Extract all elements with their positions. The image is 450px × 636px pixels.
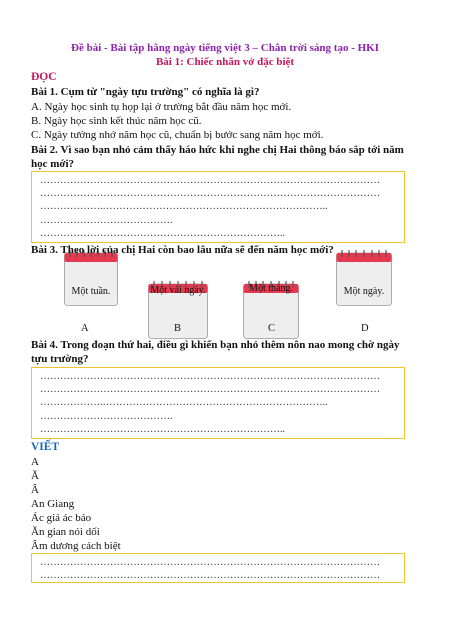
- viet-answer-box[interactable]: [31, 553, 405, 583]
- calendar-text: Một tháng.: [249, 283, 293, 294]
- viet-item: Ăn gian nói dối: [31, 526, 100, 538]
- calendar-icon: [336, 250, 392, 306]
- q3-question: Bài 3. Theo lời của chị Hai còn bao lâu nữa sẽ đến năm học mới?: [31, 244, 334, 256]
- q2-answer-line: …………………………………………………………………………………………: [40, 188, 380, 200]
- q4-answer-line: ……………….…………………………………………………………..: [40, 397, 328, 409]
- calendar-text: Một vài ngày.: [150, 285, 206, 296]
- choice-letter-c: C: [268, 323, 276, 334]
- q1-option-a: A. Ngày học sinh tụ họp lại ở trường bắt đầu năm học mới.: [31, 101, 292, 113]
- calendar-text: Một tuần.: [71, 286, 111, 297]
- q2-answer-line: …………………………………………………………………………………………: [40, 175, 380, 186]
- q2-answer-box[interactable]: [31, 171, 405, 243]
- lesson-subtitle: Bài 1: Chiếc nhãn vở đặc biệt: [155, 56, 295, 68]
- q4-question-line2: tựu trường?: [31, 353, 89, 365]
- q1-question: Bài 1. Cụm từ "ngày tựu trường" có nghĩa là gì?: [31, 86, 260, 98]
- viet-answer-line: …………………………………………………………………………………………: [40, 570, 380, 582]
- q1-option-c: C. Ngày tưởng nhớ năm học cũ, chuẩn bị bước sang năm học mới.: [31, 129, 324, 141]
- section-doc-heading: ĐỌC: [31, 71, 57, 83]
- q4-answer-box[interactable]: [31, 367, 405, 439]
- q1-option-b: B. Ngày học sinh kết thúc năm học cũ.: [31, 115, 202, 127]
- viet-item: An Giang: [31, 498, 75, 510]
- q4-question-line1: Bài 4. Trong đoạn thứ hai, điều gì khiến bạn nhỏ thêm nôn nao mong chờ ngày: [31, 339, 400, 351]
- q2-question-line2: học mới?: [31, 158, 75, 170]
- calendar-text: Một ngày.: [343, 286, 385, 297]
- q2-question-line1: Bài 2. Vì sao bạn nhỏ cảm thấy háo hức khi nghe chị Hai thông báo sắp tới năm: [31, 144, 404, 156]
- q2-answer-line: ……………….…………………………………………………………..: [40, 201, 328, 213]
- q4-answer-line: ………………………………….: [40, 410, 173, 422]
- page-title: Đề bài - Bài tập hằng ngày tiếng việt 3 – Chân trời sáng tạo - HKI: [71, 42, 379, 54]
- choice-letter-b: B: [174, 323, 182, 334]
- q4-answer-line: ………………………………………………………………..: [40, 423, 285, 435]
- q4-answer-line: …………………………………………………………………………………………: [40, 371, 380, 382]
- calendar-icon: [64, 250, 118, 306]
- q2-answer-line: ………………………………………………………………..: [40, 227, 285, 239]
- choice-letter-a: A: [81, 323, 89, 334]
- viet-answer-line: …………………………………………………………………………………………: [40, 557, 380, 568]
- q2-answer-line: ………………………………….: [40, 214, 173, 226]
- section-viet-heading: VIẾT: [31, 441, 60, 453]
- viet-item: A: [31, 456, 39, 468]
- choice-letter-d: D: [361, 323, 369, 334]
- calendar-choice-a[interactable]: [64, 250, 118, 306]
- calendar-choice-d[interactable]: [336, 250, 392, 306]
- q4-answer-line: …………………………………………………………………………………………: [40, 384, 380, 396]
- viet-item: Ác giả ác báo: [31, 512, 92, 524]
- viet-item: Â: [31, 484, 39, 496]
- viet-item: Ă: [31, 470, 39, 482]
- viet-item: Âm dương cách biệt: [31, 540, 121, 552]
